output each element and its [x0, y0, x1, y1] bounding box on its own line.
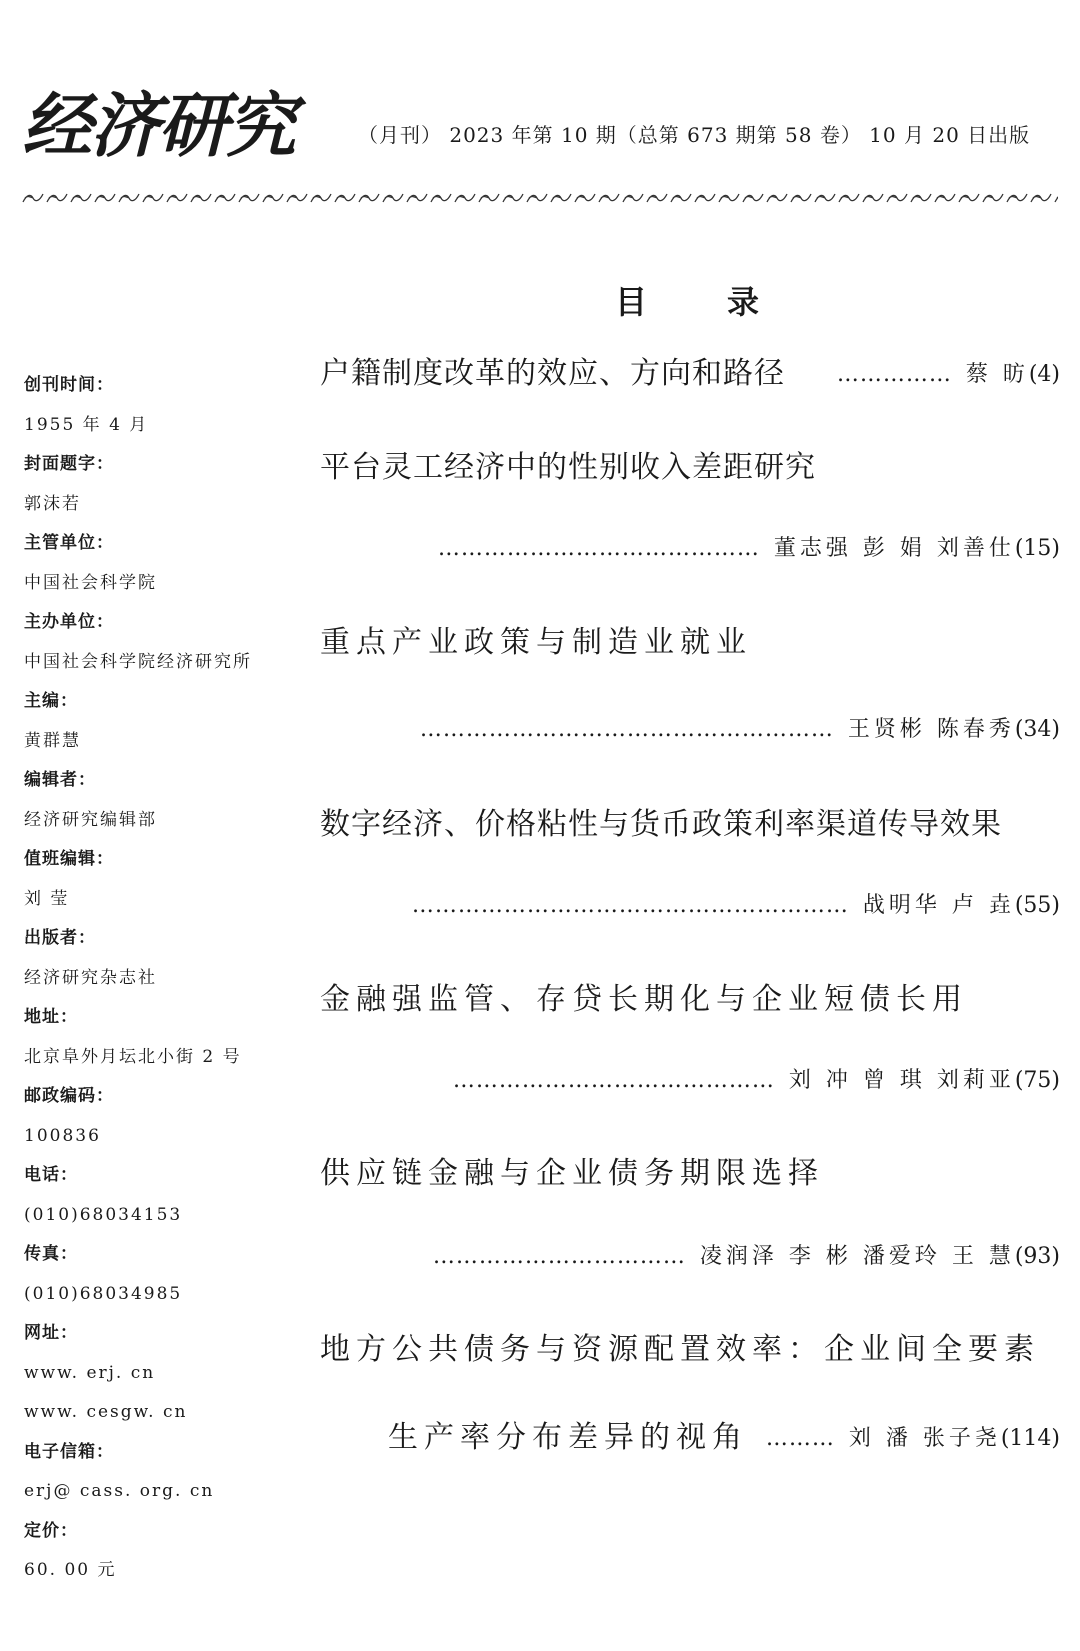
sidebar-value: (010)68034985	[24, 1283, 183, 1304]
ornament-motif	[70, 190, 92, 204]
sidebar-label: 编辑者：	[24, 770, 96, 790]
sidebar-value: www. erj. cn	[24, 1362, 156, 1383]
sidebar-label: 封面题字：	[24, 454, 114, 474]
sidebar-value: 经济研究杂志社	[24, 967, 157, 988]
article-authors: 董志强 彭 娟 刘善仕	[773, 536, 1015, 561]
journal-logo: 经济研究	[22, 84, 294, 167]
article-authors: 王贤彬 陈春秀	[847, 717, 1015, 742]
toc-entry[interactable]	[320, 1330, 1060, 1490]
leader-dots: ……………………………………	[452, 1068, 775, 1093]
article-title: 户籍制度改革的效应、方向和路径	[320, 356, 785, 391]
sidebar-label: 网址：	[24, 1323, 78, 1343]
ornament-motif	[790, 190, 812, 204]
ornament-motif	[838, 190, 860, 204]
ornament-motif	[958, 190, 980, 204]
sidebar-label: 邮政编码：	[24, 1086, 114, 1106]
article-authors: 刘 冲 曾 琪 刘莉亚	[788, 1068, 1015, 1093]
sidebar-value: 1955 年 4 月	[24, 414, 149, 435]
sidebar-label: 主编：	[24, 691, 78, 711]
sidebar-value: 郭沫若	[24, 493, 81, 514]
ornament-motif	[574, 190, 596, 204]
issue-info: （月刊） 2023 年第 10 期（总第 673 期第 58 卷） 10 月 20 日出版	[358, 123, 1031, 147]
sidebar-label: 传真：	[24, 1244, 78, 1264]
article-page: (93)	[1014, 1244, 1060, 1269]
sidebar-value: 黄群慧	[24, 730, 81, 751]
leader-dots: ………………………………………………	[419, 717, 834, 742]
leader-dots: ……………………………	[432, 1244, 686, 1269]
ornament-motif	[190, 190, 212, 204]
leader-dots: ……………	[836, 362, 952, 387]
sidebar-label: 主办单位：	[24, 612, 114, 632]
article-title: 平台灵工经济中的性别收入差距研究	[320, 450, 816, 485]
ornament-motif	[550, 190, 572, 204]
sidebar-label: 创刊时间：	[24, 375, 114, 395]
ornament-motif	[22, 190, 44, 204]
sidebar-label: 地址：	[24, 1007, 78, 1027]
ornament-motif	[310, 190, 332, 204]
ornament-motif	[94, 190, 116, 204]
sidebar-value: 100836	[24, 1125, 101, 1146]
ornament-motif	[910, 190, 932, 204]
ornament-motif	[598, 190, 620, 204]
sidebar-label: 主管单位：	[24, 533, 114, 553]
article-authors: 凌润泽 李 彬 潘爱玲 王 慧	[699, 1244, 1015, 1269]
sidebar-value: www. cesgw. cn	[24, 1402, 188, 1422]
article-title-continued: 生产率分布差异的视角	[388, 1420, 748, 1455]
sidebar-label: 值班编辑：	[24, 849, 114, 869]
toc-entry[interactable]	[320, 805, 1060, 945]
ornament-motif	[982, 190, 1004, 204]
ornament-motif	[406, 190, 428, 204]
sidebar-value: (010)68034153	[24, 1204, 183, 1225]
article-authors: 蔡 昉	[965, 362, 1029, 387]
article-authors: 刘 潘 张子尧	[848, 1426, 1001, 1451]
article-page: (55)	[1014, 893, 1060, 918]
ornament-motif	[622, 190, 644, 204]
sidebar-value: 北京阜外月坛北小街 2 号	[24, 1046, 242, 1067]
sidebar-value: 60. 00 元	[24, 1560, 117, 1580]
ornament-motif	[1054, 190, 1058, 204]
sidebar-value: erj@ cass. org. cn	[24, 1481, 215, 1501]
article-title: 地方公共债务与资源配置效率：企业间全要素	[320, 1332, 1040, 1367]
article-title: 数字经济、价格粘性与货币政策利率渠道传导效果	[320, 807, 1002, 842]
ornament-motif	[262, 190, 284, 204]
sidebar-label: 电话：	[24, 1165, 78, 1185]
article-title: 供应链金融与企业债务期限选择	[320, 1156, 824, 1191]
article-page: (4)	[1028, 362, 1060, 387]
ornament-motif	[670, 190, 692, 204]
ornament-motif	[1006, 190, 1028, 204]
article-title: 金融强监管、存贷长期化与企业短债长用	[320, 982, 968, 1017]
leader-dots: ………	[765, 1426, 835, 1451]
ornamental-divider	[22, 190, 1058, 204]
article-authors: 战明华 卢 垚	[862, 893, 1015, 918]
article-page: (75)	[1014, 1068, 1060, 1093]
toc-entry[interactable]	[320, 448, 1060, 588]
toc-entry[interactable]	[320, 354, 1060, 394]
ornament-motif	[454, 190, 476, 204]
article-page: (15)	[1014, 536, 1060, 561]
leader-dots: ……………………………………	[437, 536, 760, 561]
toc-entry[interactable]	[320, 1154, 1060, 1294]
sidebar-value: 经济研究编辑部	[24, 809, 157, 830]
toc-heading: 目录	[615, 283, 840, 321]
article-title: 重点产业政策与制造业就业	[320, 625, 752, 660]
ornament-motif	[862, 190, 884, 204]
ornament-motif	[334, 190, 356, 204]
ornament-motif	[718, 190, 740, 204]
ornament-motif	[694, 190, 716, 204]
toc-entry[interactable]	[320, 980, 1060, 1120]
article-page: (114)	[1000, 1426, 1060, 1451]
ornament-motif	[118, 190, 140, 204]
ornament-motif	[1030, 190, 1052, 204]
publication-info-sidebar	[24, 366, 304, 1591]
ornament-motif	[478, 190, 500, 204]
sidebar-label: 定价：	[24, 1520, 78, 1541]
ornament-motif	[286, 190, 308, 204]
ornament-motif	[934, 190, 956, 204]
ornament-motif	[238, 190, 260, 204]
ornament-motif	[46, 190, 68, 204]
ornament-motif	[526, 190, 548, 204]
ornament-motif	[814, 190, 836, 204]
sidebar-label: 电子信箱：	[24, 1441, 114, 1462]
ornament-motif	[382, 190, 404, 204]
ornament-motif	[742, 190, 764, 204]
ornament-motif	[502, 190, 524, 204]
sidebar-value: 中国社会科学院经济研究所	[24, 651, 252, 672]
ornament-motif	[142, 190, 164, 204]
sidebar-value: 刘 莹	[24, 888, 70, 909]
ornament-motif	[646, 190, 668, 204]
ornament-motif	[886, 190, 908, 204]
ornament-motif	[214, 190, 236, 204]
sidebar-label: 出版者：	[24, 928, 96, 948]
sidebar-value: 中国社会科学院	[24, 572, 157, 593]
ornament-motif	[766, 190, 788, 204]
toc-entry[interactable]	[320, 623, 1060, 763]
ornament-motif	[358, 190, 380, 204]
ornament-motif	[430, 190, 452, 204]
ornament-motif	[166, 190, 188, 204]
leader-dots: …………………………………………………	[411, 893, 849, 918]
article-page: (34)	[1014, 717, 1060, 742]
